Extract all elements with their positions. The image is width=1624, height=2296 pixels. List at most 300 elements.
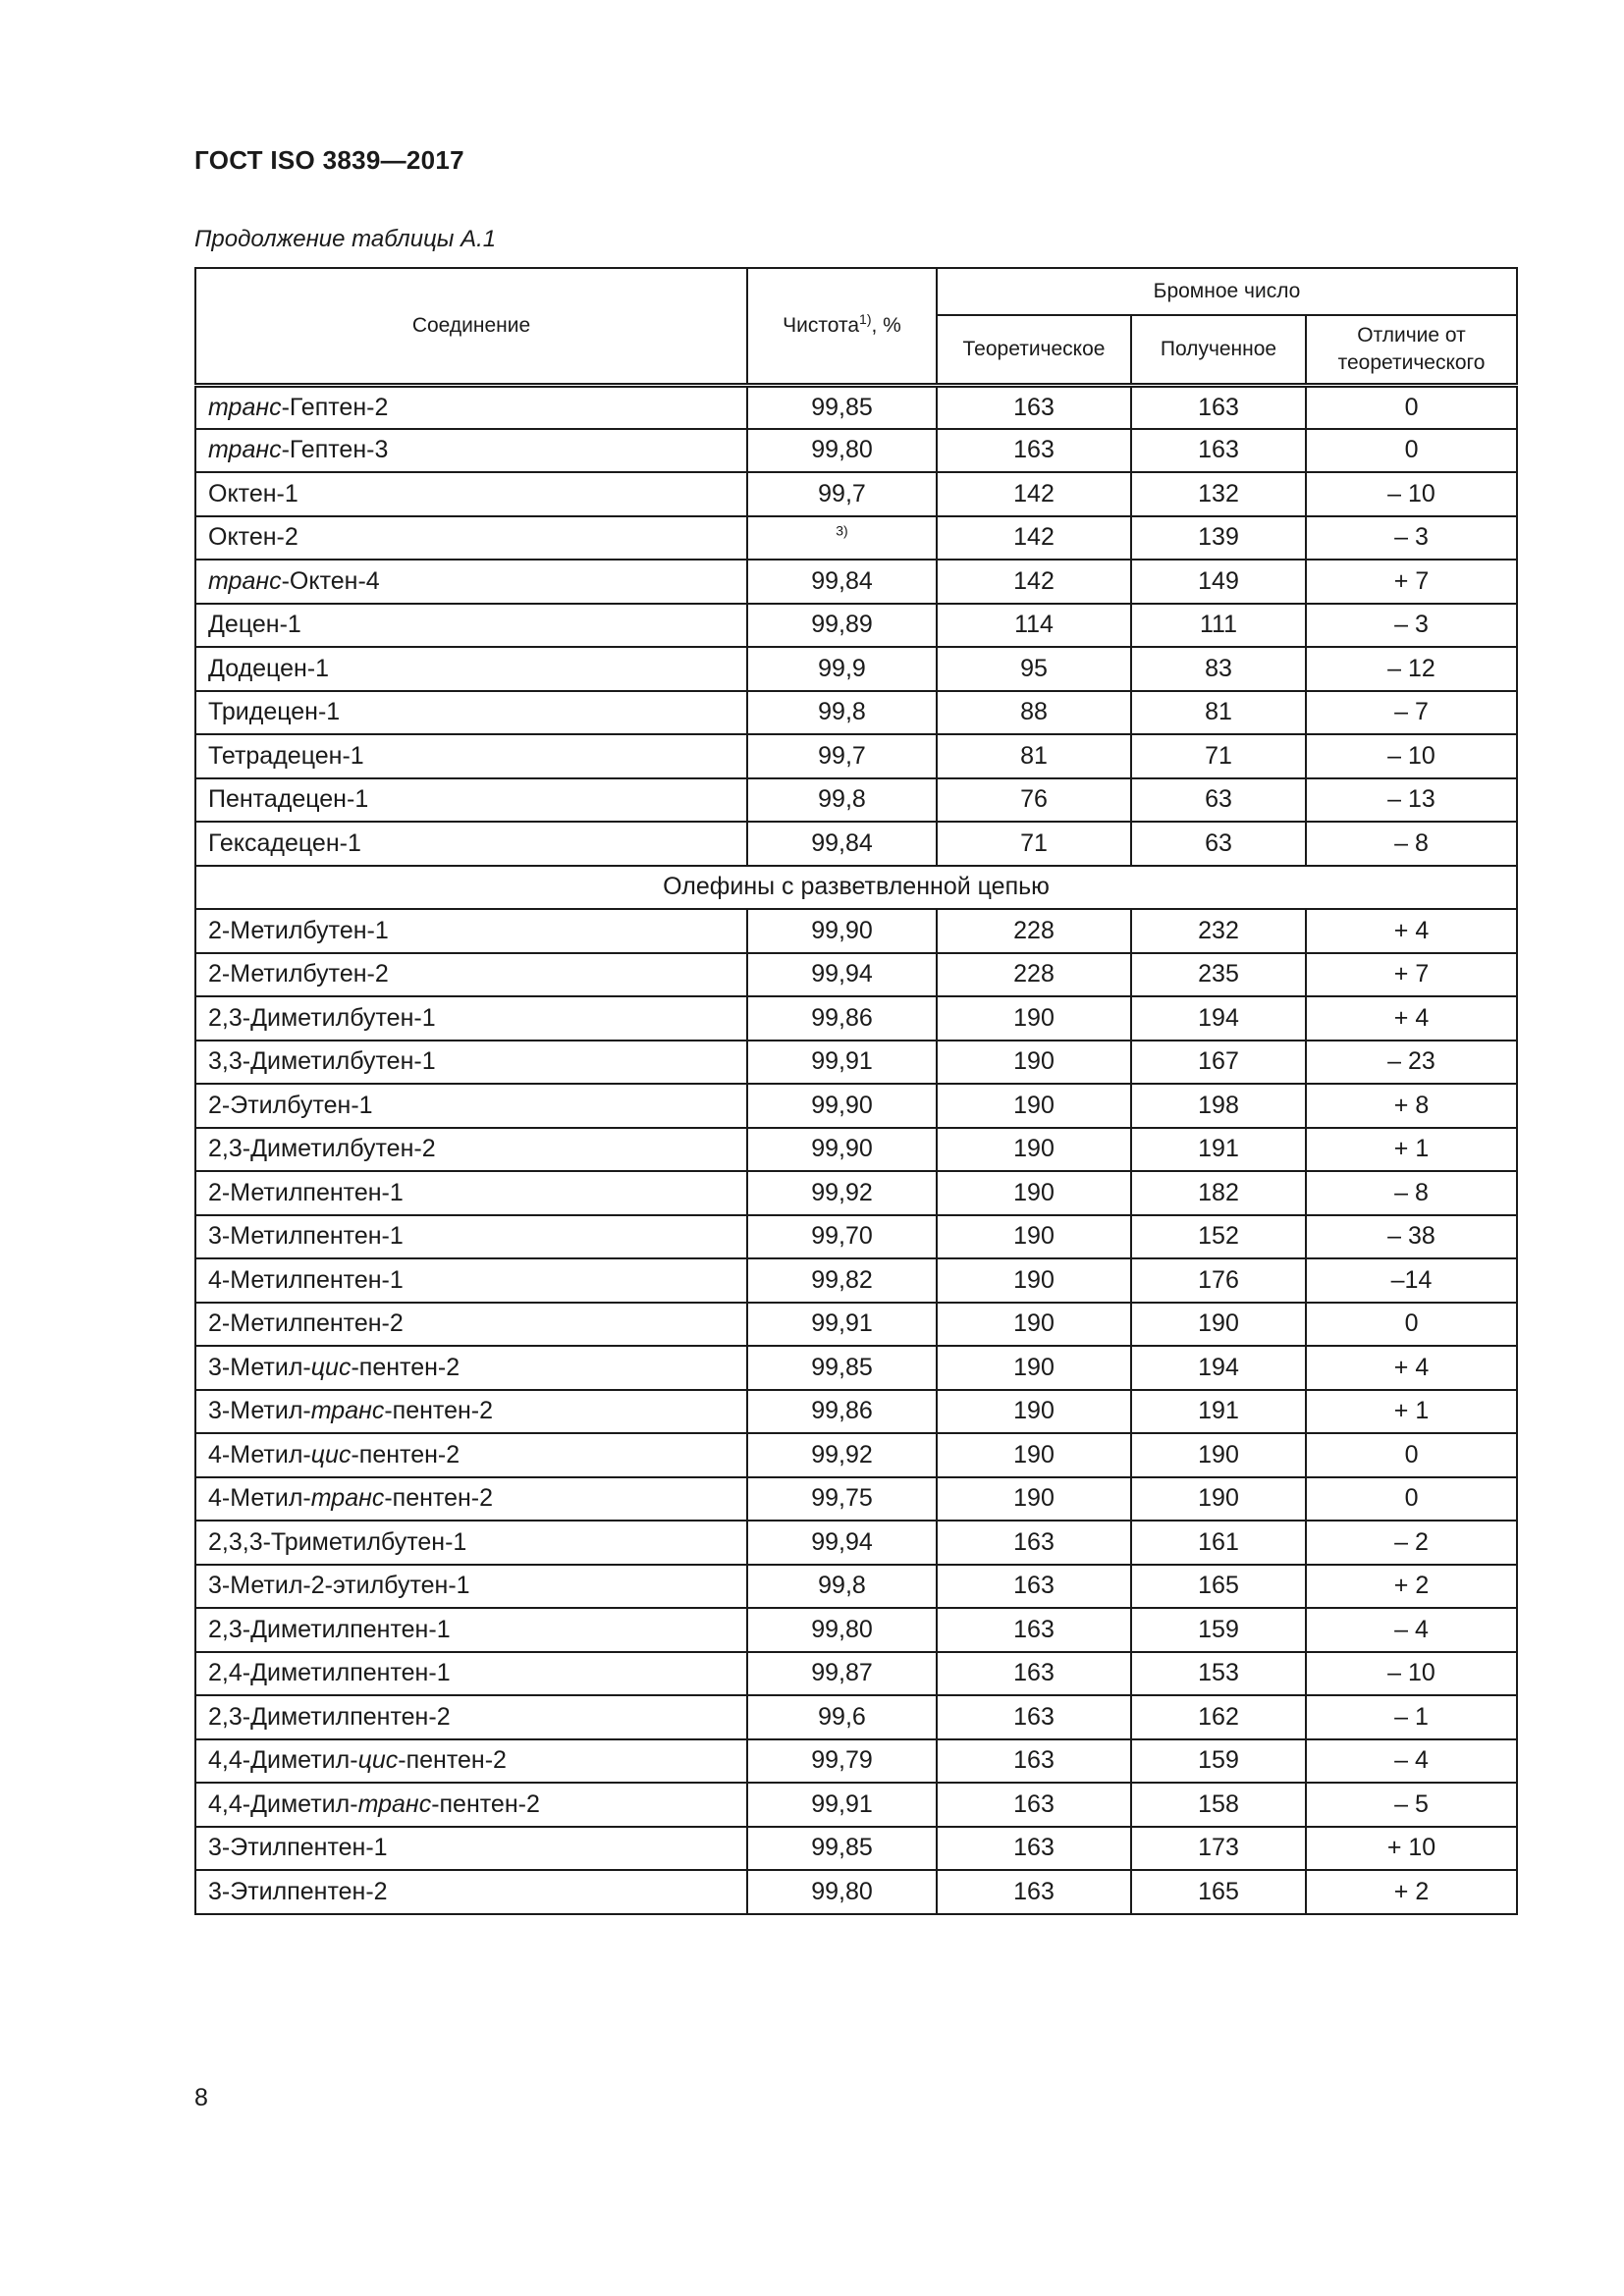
purity-text: 99,94 [811, 960, 873, 988]
compound-name [195, 1433, 747, 1477]
purity-value [747, 909, 937, 953]
purity-text: 99,79 [811, 1746, 873, 1775]
compound-prefix: Октен-1 [208, 479, 298, 507]
obtained-value: 132 [1131, 472, 1306, 516]
theoretical-value: 190 [937, 1084, 1131, 1128]
purity-text: 99,9 [818, 654, 866, 682]
compound-name [195, 691, 747, 735]
purity-value [747, 1215, 937, 1259]
compound-prefix: 3-Метилпентен-1 [208, 1222, 404, 1251]
theoretical-value: 163 [937, 1783, 1131, 1827]
compound-prefix: 2-Метилбутен-1 [208, 916, 389, 944]
header-purity-label: Чистота [783, 314, 860, 338]
compound-isomer: транс [310, 1397, 385, 1425]
purity-text: 99,6 [818, 1702, 866, 1731]
compound-isomer: транс [208, 566, 282, 595]
difference-value: – 3 [1306, 516, 1517, 561]
obtained-value: 182 [1131, 1171, 1306, 1215]
obtained-value: 159 [1131, 1739, 1306, 1784]
table-row [195, 1258, 1517, 1303]
difference-value: 0 [1306, 385, 1517, 429]
bromine-number-table [194, 267, 1518, 1915]
table-row [195, 1477, 1517, 1522]
obtained-value: 173 [1131, 1827, 1306, 1871]
difference-value: + 2 [1306, 1565, 1517, 1609]
purity-value [747, 1521, 937, 1565]
compound-isomer: транс [208, 393, 282, 421]
theoretical-value: 163 [937, 1695, 1131, 1739]
header-purity-footnote: 1) [859, 311, 872, 328]
difference-value: + 4 [1306, 909, 1517, 953]
difference-value: – 5 [1306, 1783, 1517, 1827]
theoretical-value: 163 [937, 1652, 1131, 1696]
obtained-value: 194 [1131, 1346, 1306, 1390]
compound-prefix: Додецен-1 [208, 654, 330, 682]
difference-value: + 1 [1306, 1390, 1517, 1434]
table-row [195, 1565, 1517, 1609]
table-row [195, 691, 1517, 735]
compound-name [195, 1258, 747, 1303]
table-row [195, 1521, 1517, 1565]
table-row [195, 1215, 1517, 1259]
compound-name [195, 1739, 747, 1784]
purity-text: 99,90 [811, 1135, 873, 1163]
compound-suffix: -пентен-2 [431, 1789, 540, 1818]
difference-value: – 2 [1306, 1521, 1517, 1565]
table-row [195, 909, 1517, 953]
compound-name [195, 1346, 747, 1390]
header-purity-unit: , % [871, 314, 901, 338]
difference-value: + 4 [1306, 996, 1517, 1041]
purity-value [747, 385, 937, 429]
compound-name [195, 1521, 747, 1565]
compound-name [195, 1303, 747, 1347]
purity-text: 99,80 [811, 436, 873, 464]
theoretical-value: 163 [937, 1521, 1131, 1565]
difference-value: 0 [1306, 1433, 1517, 1477]
table-row [195, 1652, 1517, 1696]
purity-value [747, 1477, 937, 1522]
table-body-linear [195, 385, 1517, 866]
compound-name [195, 1215, 747, 1259]
theoretical-value: 76 [937, 778, 1131, 823]
difference-value: – 38 [1306, 1215, 1517, 1259]
purity-text: 99,8 [818, 698, 866, 726]
compound-prefix: 2,4-Диметилпентен-1 [208, 1659, 451, 1687]
compound-prefix: 2-Метилбутен-2 [208, 960, 389, 988]
purity-text: 99,85 [811, 393, 873, 421]
obtained-value: 71 [1131, 734, 1306, 778]
purity-text: 99,90 [811, 916, 873, 944]
compound-prefix: 2-Этилбутен-1 [208, 1091, 373, 1119]
theoretical-value: 163 [937, 1870, 1131, 1914]
compound-name [195, 1171, 747, 1215]
obtained-value: 190 [1131, 1477, 1306, 1522]
difference-value: 0 [1306, 1303, 1517, 1347]
purity-text: 99,8 [818, 785, 866, 814]
header-purity [747, 268, 937, 385]
obtained-value: 198 [1131, 1084, 1306, 1128]
compound-prefix: 2-Метилпентен-2 [208, 1309, 404, 1338]
obtained-value: 152 [1131, 1215, 1306, 1259]
theoretical-value: 163 [937, 1565, 1131, 1609]
table-row [195, 1128, 1517, 1172]
obtained-value: 81 [1131, 691, 1306, 735]
theoretical-value: 190 [937, 1390, 1131, 1434]
obtained-value: 161 [1131, 1521, 1306, 1565]
compound-prefix: 3,3-Диметилбутен-1 [208, 1047, 436, 1076]
theoretical-value: 163 [937, 1739, 1131, 1784]
purity-value [747, 1171, 937, 1215]
obtained-value: 159 [1131, 1608, 1306, 1652]
theoretical-value: 142 [937, 560, 1131, 604]
difference-value: – 7 [1306, 691, 1517, 735]
theoretical-value: 163 [937, 429, 1131, 473]
compound-name [195, 604, 747, 648]
theoretical-value: 190 [937, 996, 1131, 1041]
header-compound: Соединение [195, 268, 747, 385]
table-row [195, 472, 1517, 516]
table-row [195, 1390, 1517, 1434]
compound-name [195, 1477, 747, 1522]
table-header [195, 268, 1517, 385]
theoretical-value: 190 [937, 1128, 1131, 1172]
theoretical-value: 81 [937, 734, 1131, 778]
theoretical-value: 228 [937, 953, 1131, 997]
purity-value [747, 1390, 937, 1434]
table-row [195, 734, 1517, 778]
purity-text: 99,75 [811, 1484, 873, 1513]
theoretical-value: 190 [937, 1258, 1131, 1303]
compound-prefix: Децен-1 [208, 611, 301, 639]
purity-value [747, 560, 937, 604]
obtained-value: 83 [1131, 647, 1306, 691]
table-row [195, 1695, 1517, 1739]
compound-name [195, 1827, 747, 1871]
compound-prefix: 4-Метил- [208, 1440, 311, 1468]
purity-value [747, 734, 937, 778]
obtained-value: 139 [1131, 516, 1306, 561]
compound-suffix: -пентен-2 [398, 1746, 507, 1775]
theoretical-value: 163 [937, 1827, 1131, 1871]
table-row [195, 385, 1517, 429]
compound-name [195, 1128, 747, 1172]
compound-suffix: -пентен-2 [384, 1397, 494, 1425]
table-caption: Продолжение таблицы А.1 [194, 226, 497, 252]
purity-value [747, 1652, 937, 1696]
difference-value: – 12 [1306, 647, 1517, 691]
purity-text: 99,7 [818, 479, 866, 507]
difference-value: 0 [1306, 1477, 1517, 1522]
compound-isomer: транс [208, 436, 282, 464]
compound-name [195, 734, 747, 778]
purity-value [747, 1565, 937, 1609]
compound-suffix: -Гептен-2 [281, 393, 389, 421]
compound-name [195, 1565, 747, 1609]
purity-text: 99,86 [811, 1003, 873, 1032]
difference-value: – 10 [1306, 1652, 1517, 1696]
purity-value [747, 1608, 937, 1652]
difference-value: – 10 [1306, 734, 1517, 778]
compound-name [195, 516, 747, 561]
header-difference: Отличие от теоретического [1306, 315, 1517, 385]
purity-text: 99,87 [811, 1659, 873, 1687]
purity-text: 99,92 [811, 1440, 873, 1468]
table-row [195, 1870, 1517, 1914]
theoretical-value: 163 [937, 385, 1131, 429]
header-theoretical: Теоретическое [937, 315, 1131, 385]
table-row [195, 996, 1517, 1041]
obtained-value: 153 [1131, 1652, 1306, 1696]
purity-text: 99,80 [811, 1615, 873, 1643]
obtained-value: 63 [1131, 778, 1306, 823]
purity-value [747, 1695, 937, 1739]
compound-name [195, 1084, 747, 1128]
table-row [195, 1346, 1517, 1390]
obtained-value: 194 [1131, 996, 1306, 1041]
compound-name [195, 953, 747, 997]
compound-name [195, 429, 747, 473]
table-row [195, 822, 1517, 866]
compound-prefix: 2,3,3-Триметилбутен-1 [208, 1527, 467, 1556]
compound-prefix: 2,3-Диметилпентен-2 [208, 1702, 451, 1731]
compound-name [195, 1783, 747, 1827]
theoretical-value: 190 [937, 1041, 1131, 1085]
purity-text: 99,70 [811, 1222, 873, 1251]
difference-value: – 13 [1306, 778, 1517, 823]
table-row [195, 429, 1517, 473]
purity-value [747, 1433, 937, 1477]
compound-name [195, 1652, 747, 1696]
purity-value [747, 472, 937, 516]
compound-name [195, 1608, 747, 1652]
table-row [195, 1303, 1517, 1347]
section-title: Олефины с разветвленной цепью [195, 866, 1517, 910]
compound-name [195, 647, 747, 691]
purity-value [747, 996, 937, 1041]
purity-text: 99,92 [811, 1178, 873, 1206]
difference-value: – 10 [1306, 472, 1517, 516]
compound-prefix: 4,4-Диметил- [208, 1746, 358, 1775]
purity-value [747, 953, 937, 997]
compound-prefix: 3-Этилпентен-1 [208, 1834, 388, 1862]
compound-suffix: -Октен-4 [281, 566, 380, 595]
compound-suffix: -пентен-2 [384, 1484, 494, 1513]
difference-value: – 8 [1306, 822, 1517, 866]
table-row [195, 953, 1517, 997]
obtained-value: 158 [1131, 1783, 1306, 1827]
compound-name [195, 560, 747, 604]
header-obtained: Полученное [1131, 315, 1306, 385]
table-row [195, 516, 1517, 561]
obtained-value: 232 [1131, 909, 1306, 953]
difference-value: –14 [1306, 1258, 1517, 1303]
compound-suffix: -пентен-2 [351, 1353, 460, 1381]
theoretical-value: 163 [937, 1608, 1131, 1652]
obtained-value: 235 [1131, 953, 1306, 997]
table-body-branched [195, 909, 1517, 1914]
purity-value [747, 429, 937, 473]
purity-value [747, 691, 937, 735]
compound-prefix: 2,3-Диметилбутен-1 [208, 1003, 436, 1032]
compound-prefix: 3-Метил-2-этилбутен-1 [208, 1572, 470, 1600]
compound-suffix: -Гептен-3 [281, 436, 389, 464]
theoretical-value: 71 [937, 822, 1131, 866]
purity-text: 99,84 [811, 566, 873, 595]
table-row [195, 1827, 1517, 1871]
table-row [195, 1783, 1517, 1827]
table-section [195, 866, 1517, 910]
theoretical-value: 142 [937, 472, 1131, 516]
obtained-value: 176 [1131, 1258, 1306, 1303]
table-row [195, 1608, 1517, 1652]
purity-value [747, 822, 937, 866]
obtained-value: 63 [1131, 822, 1306, 866]
purity-value [747, 1827, 937, 1871]
compound-prefix: Тетрадецен-1 [208, 741, 364, 770]
compound-name [195, 996, 747, 1041]
purity-value [747, 778, 937, 823]
difference-value: – 1 [1306, 1695, 1517, 1739]
purity-text: 99,90 [811, 1091, 873, 1119]
difference-value: + 1 [1306, 1128, 1517, 1172]
table-row [195, 1171, 1517, 1215]
purity-value [747, 1303, 937, 1347]
purity-value [747, 647, 937, 691]
obtained-value: 190 [1131, 1303, 1306, 1347]
difference-value: + 2 [1306, 1870, 1517, 1914]
difference-value: + 7 [1306, 560, 1517, 604]
obtained-value: 165 [1131, 1565, 1306, 1609]
purity-text: 99,91 [811, 1047, 873, 1076]
compound-isomer: цис [357, 1746, 399, 1775]
purity-text: 99,84 [811, 828, 873, 857]
header-bromine-number: Бромное число [937, 268, 1517, 315]
compound-name [195, 822, 747, 866]
compound-suffix: -пентен-2 [351, 1440, 460, 1468]
compound-prefix: Гексадецен-1 [208, 828, 361, 857]
compound-name [195, 472, 747, 516]
table-row [195, 560, 1517, 604]
page-number: 8 [194, 2084, 208, 2111]
theoretical-value: 190 [937, 1215, 1131, 1259]
compound-prefix: 3-Метил- [208, 1397, 311, 1425]
purity-value [747, 1128, 937, 1172]
purity-text: 99,82 [811, 1265, 873, 1294]
table-row [195, 1084, 1517, 1128]
purity-value [747, 1739, 937, 1784]
compound-name [195, 1041, 747, 1085]
compound-name [195, 385, 747, 429]
compound-prefix: 4-Метил- [208, 1484, 311, 1513]
compound-prefix: Октен-2 [208, 523, 298, 552]
purity-text: 99,94 [811, 1527, 873, 1556]
difference-value: – 4 [1306, 1739, 1517, 1784]
table-row [195, 1041, 1517, 1085]
difference-value: – 8 [1306, 1171, 1517, 1215]
purity-text: 99,80 [811, 1877, 873, 1905]
difference-value: – 23 [1306, 1041, 1517, 1085]
theoretical-value: 190 [937, 1171, 1131, 1215]
difference-value: + 10 [1306, 1827, 1517, 1871]
obtained-value: 190 [1131, 1433, 1306, 1477]
compound-isomer: транс [357, 1789, 432, 1818]
purity-text: 99,89 [811, 611, 873, 639]
obtained-value: 111 [1131, 604, 1306, 648]
difference-value: + 7 [1306, 953, 1517, 997]
difference-value: + 8 [1306, 1084, 1517, 1128]
purity-value [747, 1870, 937, 1914]
purity-text: 99,7 [818, 741, 866, 770]
purity-value [747, 1346, 937, 1390]
compound-name [195, 1695, 747, 1739]
purity-value [747, 1041, 937, 1085]
difference-value: 0 [1306, 429, 1517, 473]
theoretical-value: 228 [937, 909, 1131, 953]
purity-text: 99,91 [811, 1789, 873, 1818]
table-row [195, 647, 1517, 691]
compound-name [195, 909, 747, 953]
purity-text: 99,8 [818, 1572, 866, 1600]
obtained-value: 149 [1131, 560, 1306, 604]
purity-text: 99,85 [811, 1834, 873, 1862]
theoretical-value: 114 [937, 604, 1131, 648]
theoretical-value: 88 [937, 691, 1131, 735]
compound-prefix: 2,3-Диметилбутен-2 [208, 1135, 436, 1163]
compound-prefix: 4,4-Диметил- [208, 1789, 358, 1818]
compound-name [195, 1870, 747, 1914]
compound-prefix: 3-Метил- [208, 1353, 311, 1381]
table-row [195, 604, 1517, 648]
purity-value [747, 516, 937, 561]
compound-isomer: цис [310, 1353, 352, 1381]
table-row [195, 1739, 1517, 1784]
section-row [195, 866, 1517, 910]
obtained-value: 163 [1131, 385, 1306, 429]
theoretical-value: 95 [937, 647, 1131, 691]
compound-name [195, 1390, 747, 1434]
compound-prefix: Тридецен-1 [208, 698, 341, 726]
obtained-value: 191 [1131, 1128, 1306, 1172]
compound-prefix: 3-Этилпентен-2 [208, 1877, 388, 1905]
compound-name [195, 778, 747, 823]
difference-value: + 4 [1306, 1346, 1517, 1390]
purity-value [747, 604, 937, 648]
compound-prefix: 4-Метилпентен-1 [208, 1265, 404, 1294]
theoretical-value: 190 [937, 1346, 1131, 1390]
obtained-value: 191 [1131, 1390, 1306, 1434]
obtained-value: 167 [1131, 1041, 1306, 1085]
difference-value: – 4 [1306, 1608, 1517, 1652]
purity-text: 99,85 [811, 1353, 873, 1381]
theoretical-value: 190 [937, 1433, 1131, 1477]
purity-value [747, 1783, 937, 1827]
difference-value: – 3 [1306, 604, 1517, 648]
purity-value [747, 1084, 937, 1128]
compound-prefix: 2,3-Диметилпентен-1 [208, 1615, 451, 1643]
purity-footnote: 3) [836, 522, 848, 539]
obtained-value: 162 [1131, 1695, 1306, 1739]
purity-value [747, 1258, 937, 1303]
document-standard-title: ГОСТ ISO 3839—2017 [194, 145, 464, 175]
obtained-value: 165 [1131, 1870, 1306, 1914]
purity-text: 99,86 [811, 1397, 873, 1425]
table-row [195, 778, 1517, 823]
theoretical-value: 142 [937, 516, 1131, 561]
obtained-value: 163 [1131, 429, 1306, 473]
theoretical-value: 190 [937, 1303, 1131, 1347]
compound-isomer: транс [310, 1484, 385, 1513]
